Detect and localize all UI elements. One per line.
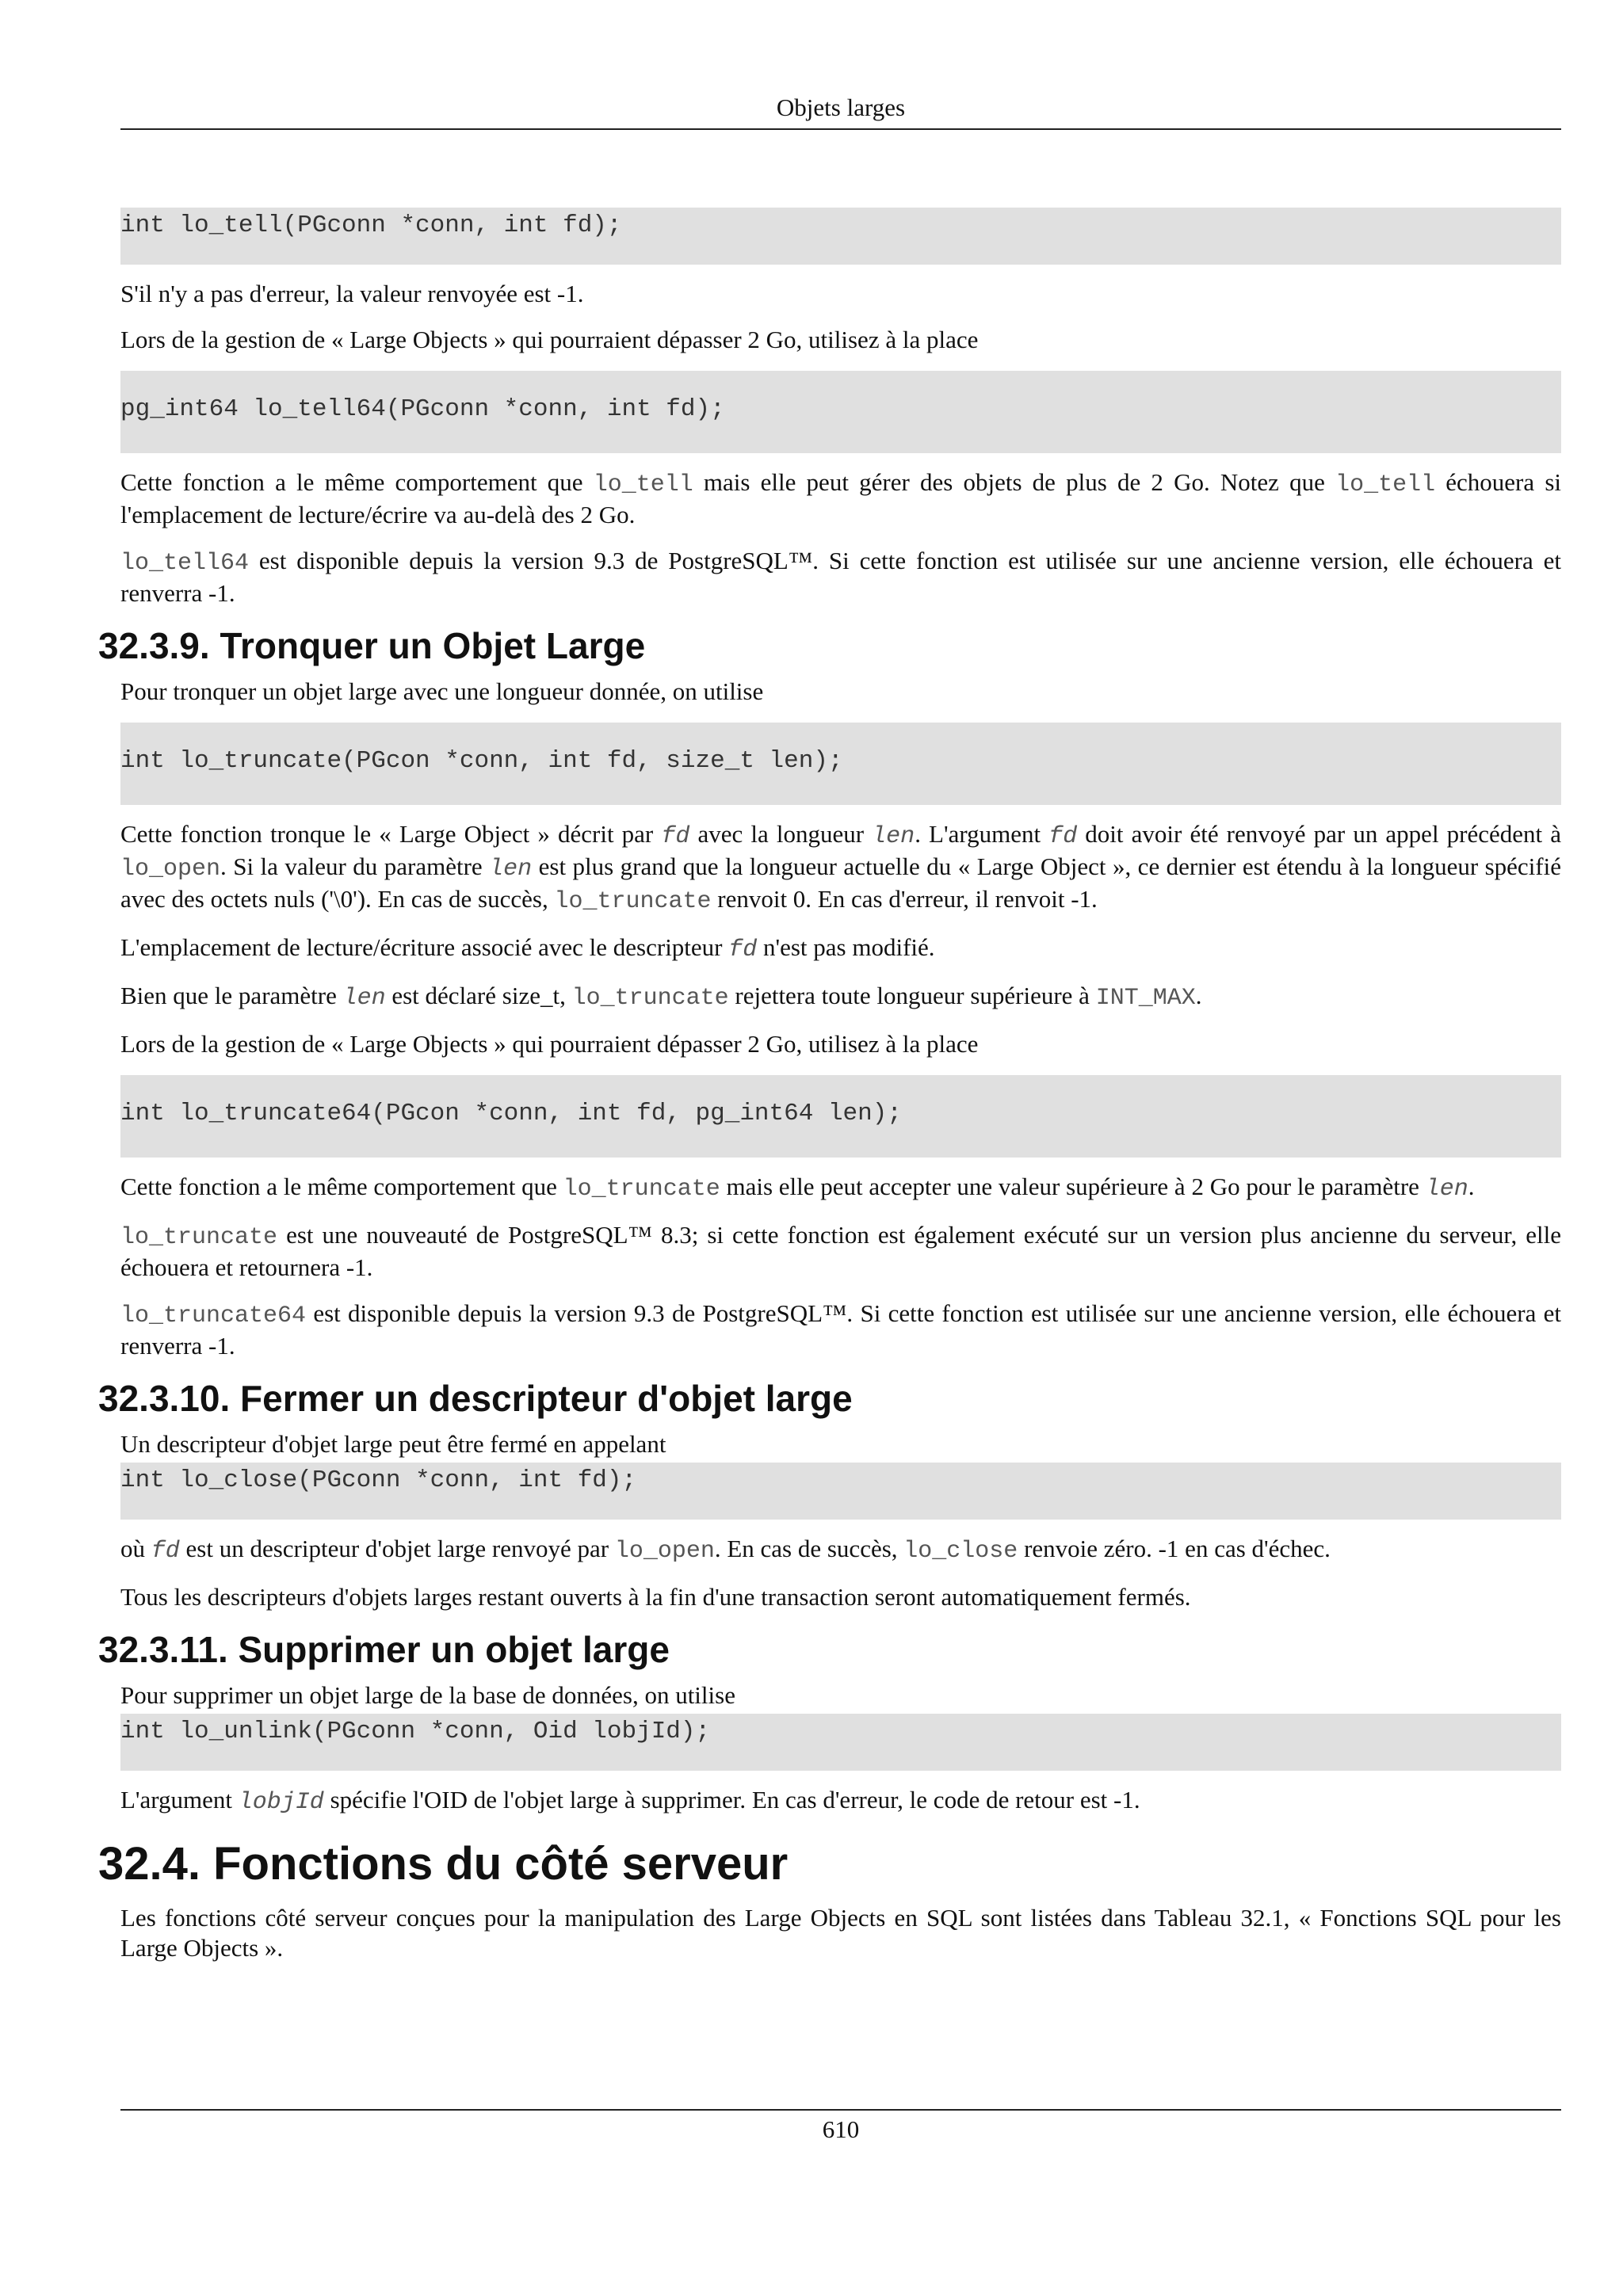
code-ref: INT_MAX [1095, 985, 1196, 1012]
code-ref: lo_truncate [120, 1224, 278, 1251]
text: mais elle peut gérer des objets de plus de 2 Go. Notez que [693, 468, 1336, 496]
code-block-lo-unlink: int lo_unlink(PGconn *conn, Oid lobjId); [120, 1714, 1561, 1771]
text: est plus grand que la longueur actuelle du « Large Object », ce dernier est étendu à la longueur spécifié avec des octets nuls ('\0'). En cas de succès, [120, 852, 1562, 913]
text: est un descripteur d'objet large renvoyé par [179, 1535, 615, 1562]
section-heading: 32.3.10. Fermer un descripteur d'objet large [98, 1378, 853, 1419]
text: spécifie l'OID de l'objet large à supprimer. En cas d'erreur, le code de retour est -1. [323, 1786, 1140, 1814]
paragraph [120, 1172, 1561, 1204]
paragraph [120, 981, 1561, 1013]
paragraph: Pour supprimer un objet large de la base de données, on utilise [120, 1681, 735, 1709]
text: L'emplacement de lecture/écriture associé avec le descripteur [120, 933, 729, 961]
text: n'est pas modifié. [757, 933, 935, 961]
footer-rule [120, 2109, 1561, 2111]
section-heading: 32.3.11. Supprimer un objet large [98, 1629, 670, 1670]
paragraph [120, 1220, 1561, 1283]
code-block-lo-tell64: pg_int64 lo_tell64(PGconn *conn, int fd); [120, 371, 1561, 453]
text: Cette fonction a le même comportement que [120, 468, 594, 496]
code-block-lo-truncate: int lo_truncate(PGcon *conn, int fd, size_t len); [120, 723, 1561, 805]
param-ref: len [1425, 1176, 1468, 1203]
paragraph: Lors de la gestion de « Large Objects » qui pourraient dépasser 2 Go, utilisez à la place [120, 326, 979, 353]
paragraph: Lors de la gestion de « Large Objects » qui pourraient dépasser 2 Go, utilisez à la place [120, 1030, 979, 1058]
paragraph: S'il n'y a pas d'erreur, la valeur renvoyée est -1. [120, 280, 584, 307]
code-block-lo-truncate64: int lo_truncate64(PGcon *conn, int fd, pg_int64 len); [120, 1075, 1561, 1158]
param-ref: len [489, 856, 533, 883]
text: Bien que le paramètre [120, 982, 343, 1009]
chapter-heading: 32.4. Fonctions du côté serveur [98, 1838, 789, 1890]
text: renvoie zéro. -1 en cas d'échec. [1018, 1535, 1331, 1562]
param-ref: len [342, 985, 386, 1012]
paragraph [120, 933, 1561, 965]
param-ref: fd [151, 1538, 180, 1565]
paragraph [120, 1785, 1561, 1817]
page-header-title: Objets larges [776, 93, 906, 121]
text: mais elle peut accepter une valeur supérieure à 2 Go pour le paramètre [720, 1173, 1426, 1200]
code-block-lo-tell: int lo_tell(PGconn *conn, int fd); [120, 208, 1561, 265]
text: . En cas de succès, [714, 1535, 904, 1562]
text: . Si la valeur du paramètre [220, 852, 490, 880]
text: rejettera toute longueur supérieure à [728, 982, 1096, 1009]
text: est une nouveauté de PostgreSQL™ 8.3; si cette fonction est également exécuté sur un version plus ancienne du serveur, elle échouera et retournera -1. [120, 1221, 1561, 1281]
text: est disponible depuis la version 9.3 de PostgreSQL™. Si cette fonction est utilisée sur une ancienne version, elle échouera et renverra -1. [120, 1299, 1561, 1360]
code-ref: lo_tell [593, 471, 693, 498]
code-ref: lo_open [120, 856, 221, 883]
code-ref: lo_truncate [571, 985, 729, 1012]
code-ref: lo_tell64 [120, 550, 250, 577]
text: doit avoir été renvoyé par un appel précédent à [1077, 820, 1562, 848]
text: . [1195, 982, 1202, 1009]
paragraph [120, 1299, 1561, 1361]
paragraph: Un descripteur d'objet large peut être fermé en appelant [120, 1430, 666, 1458]
paragraph [120, 819, 1561, 917]
text: échouera si l'emplacement de lecture/écrire va au-delà des 2 Go. [120, 468, 1561, 528]
param-ref: fd [728, 936, 758, 963]
code-ref: lo_truncate [554, 888, 712, 915]
paragraph: Pour tronquer un objet large avec une longueur donnée, on utilise [120, 677, 764, 705]
code-ref: lo_close [903, 1538, 1018, 1565]
text: . [1468, 1173, 1475, 1200]
code-ref: lo_truncate [563, 1176, 720, 1203]
text: Cette fonction a le même comportement que [120, 1173, 563, 1200]
text: Cette fonction tronque le « Large Object » décrit par [120, 820, 662, 848]
section-heading: 32.3.9. Tronquer un Objet Large [98, 625, 646, 666]
param-ref: fd [1048, 823, 1078, 850]
code-ref: lo_tell [1335, 471, 1436, 498]
header-rule [120, 128, 1561, 130]
param-ref: len [872, 823, 915, 850]
code-block-lo-close: int lo_close(PGconn *conn, int fd); [120, 1463, 1561, 1520]
text: . L'argument [915, 820, 1049, 848]
page-content [98, 208, 1562, 1979]
paragraph [120, 546, 1561, 608]
param-ref: lobjId [238, 1789, 324, 1816]
paragraph [120, 1534, 1561, 1566]
paragraph [120, 467, 1561, 530]
text: L'argument [120, 1786, 239, 1814]
text: est disponible depuis la version 9.3 de PostgreSQL™. Si cette fonction est utilisée sur une ancienne version, elle échouera et renverra -1. [120, 547, 1561, 607]
page-number: 610 [822, 2115, 860, 2143]
paragraph: Tous les descripteurs d'objets larges restant ouverts à la fin d'une transaction seront automatiquement fermés. [120, 1583, 1191, 1611]
param-ref: fd [661, 823, 690, 850]
code-ref: lo_open [614, 1538, 715, 1565]
text: est déclaré size_t, [385, 982, 572, 1009]
code-ref: lo_truncate64 [120, 1302, 307, 1329]
text: avec la longueur [689, 820, 873, 848]
text: renvoit 0. En cas d'erreur, il renvoit -1. [711, 885, 1098, 913]
paragraph: Les fonctions côté serveur conçues pour la manipulation des Large Objects en SQL sont listées dans Tableau 32.1, « Fonctions SQL pour les Large Objects ». [120, 1904, 1561, 1962]
text: où [120, 1535, 151, 1562]
